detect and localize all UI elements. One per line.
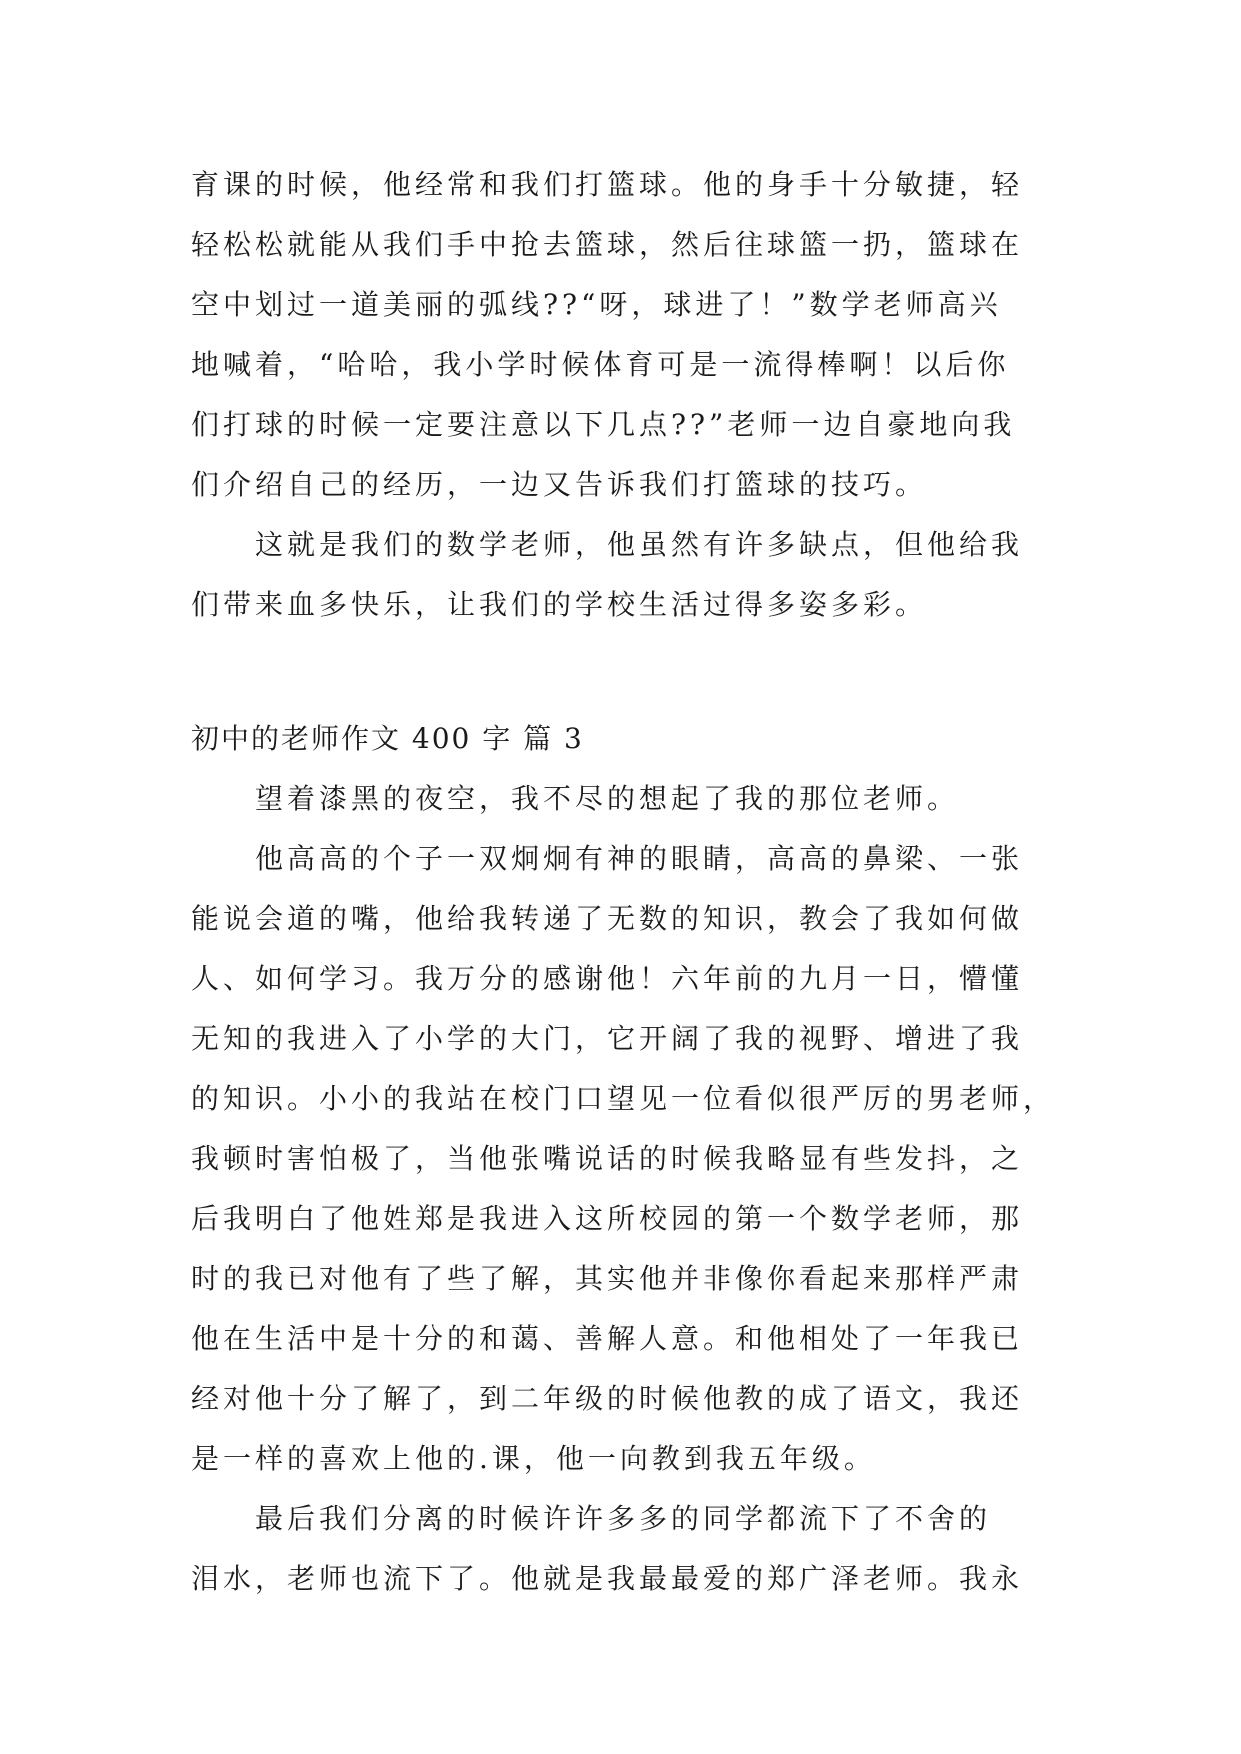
paragraph-line: 他高高的个子一双炯炯有神的眼睛，高高的鼻梁、一张 xyxy=(191,842,1024,875)
section-gap xyxy=(191,635,1051,709)
paragraph-line: 们打球的时候一定要注意以下几点??”老师一边自豪地向我 xyxy=(191,408,1016,441)
paragraph-line: 们介绍自己的经历，一边又告诉我们打篮球的技巧。 xyxy=(191,468,928,501)
paragraph-line: 望着漆黑的夜空，我不尽的想起了我的那位老师。 xyxy=(191,782,960,815)
paragraph-line: 我顿时害怕极了，当他张嘴说话的时候我略显有些发抖，之 xyxy=(191,1142,1024,1175)
paragraph-line: 能说会道的嘴，他给我转递了无数的知识，教会了我如何做 xyxy=(191,902,1024,935)
paragraph-line: 地喊着，“哈哈，我小学时候体育可是一流得棒啊！以后你 xyxy=(191,348,1010,381)
paragraph-line: 最后我们分离的时候许许多多的同学都流下了不舍的 xyxy=(191,1502,992,1535)
paragraph-line: 他在生活中是十分的和蔼、善解人意。和他相处了一年我已 xyxy=(191,1322,1024,1355)
paragraph-line: 经对他十分了解了，到二年级的时候他教的成了语文，我还 xyxy=(191,1382,1024,1415)
paragraph-line: 们带来血多快乐，让我们的学校生活过得多姿多彩。 xyxy=(191,588,928,621)
paragraph-line: 空中划过一道美丽的弧线??“呀，球进了！”数学老师高兴 xyxy=(191,288,1002,321)
paragraph-line: 育课的时候，他经常和我们打篮球。他的身手十分敏捷，轻 xyxy=(191,168,1024,201)
paragraph-line: 轻松松就能从我们手中抢去篮球，然后往球篮一扔，篮球在 xyxy=(191,228,1024,261)
paragraph-line: 无知的我进入了小学的大门，它开阔了我的视野、增进了我 xyxy=(191,1022,1024,1055)
paragraph-line: 是一样的喜欢上他的.课，他一向教到我五年级。 xyxy=(191,1442,876,1475)
paragraph-line: 这就是我们的数学老师，他虽然有许多缺点，但他给我 xyxy=(191,528,1024,561)
document-body xyxy=(191,155,1056,1609)
paragraph-line: 时的我已对他有了些了解，其实他并非像你看起来那样严肃 xyxy=(191,1262,1024,1295)
paragraph-line: 人、如何学习。我万分的感谢他！六年前的九月一日，懵懂 xyxy=(191,962,1024,995)
paragraph-line: 的知识。小小的我站在校门口望见一位看似很严厉的男老师， xyxy=(191,1082,1056,1115)
paragraph-line: 泪水，老师也流下了。他就是我最最爱的郑广泽老师。我永 xyxy=(191,1562,1024,1595)
section-heading: 初中的老师作文 400 字 篇 3 xyxy=(191,722,584,755)
paragraph-line: 后我明白了他姓郑是我进入这所校园的第一个数学老师，那 xyxy=(191,1202,1024,1235)
